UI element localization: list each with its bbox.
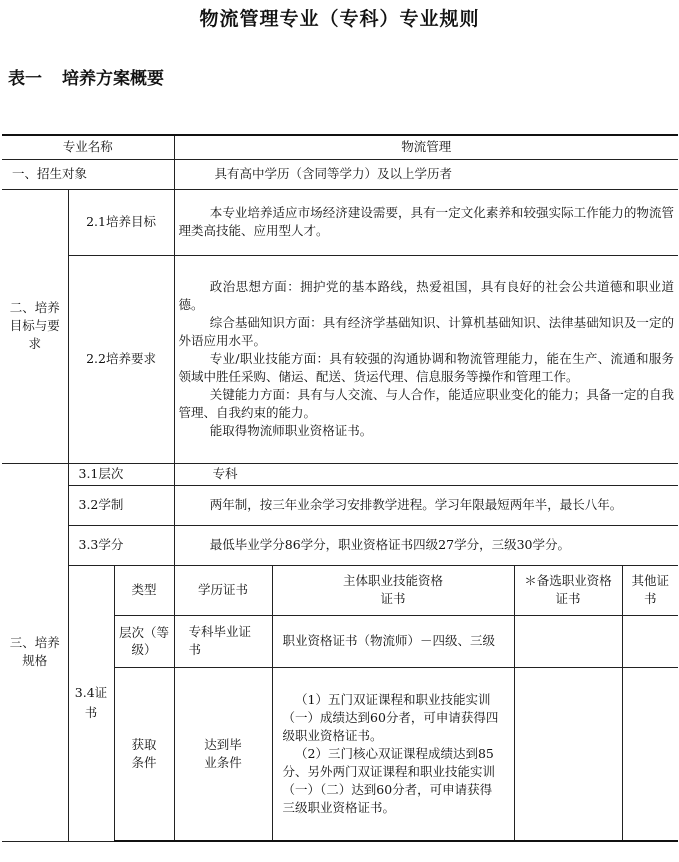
academic-level-value: 专科毕业证书 (174, 615, 272, 667)
system-row (2, 485, 678, 525)
certificates-label: 3.4证书 (68, 565, 114, 841)
objective-label: 2.1培养目标 (68, 189, 174, 255)
level-value: 专科 (174, 463, 678, 485)
requirement-item: 综合基础知识方面：具有经济学基础知识、计算机基础知识、法律基础知识及一定的外语应用水平。 (178, 315, 675, 348)
system-label: 3.2学制 (68, 485, 174, 525)
main-vocational-level-value: 职业资格证书（物流师）－四级、三级 (272, 615, 514, 667)
document-title: 物流管理专业（专科）专业规则 (199, 8, 480, 30)
objective-cell (174, 189, 678, 255)
main-vocational-condition-cell (272, 667, 514, 841)
objective-row (2, 189, 678, 255)
credits-cell (174, 525, 678, 565)
optional-vocational-level-value (514, 615, 622, 667)
system-cell (174, 485, 678, 525)
academic-condition-value: 达到毕业条件 (174, 667, 272, 841)
admission-value: 具有高中学历（含同等学力）及以上学历者 (174, 159, 678, 189)
level-row (2, 463, 678, 485)
header-major-name-label: 专业名称 (2, 135, 174, 159)
goals-section-label: 二、培养目标与要求 (2, 189, 68, 463)
col-academic-certificate: 学历证书 (174, 565, 272, 615)
col-main-vocational-certificate: 主体职业技能资格证书 (272, 565, 514, 615)
optional-vocational-condition-value (514, 667, 622, 841)
requirement-item: 政治思想方面：拥护党的基本路线，热爱祖国，具有良好的社会公共道德和职业道德。 (178, 279, 675, 312)
credits-value: 最低毕业学分86学分，职业资格证书四级27学分，三级30学分。 (209, 537, 570, 552)
system-value: 两年制，按三年业余学习安排教学进程。学习年限最短两年半，最长八年。 (209, 497, 623, 512)
requirement-item: 关键能力方面：具有与人交流、与人合作，能适应职业变化的能力；具备一定的自我管理、自我约束的能力。 (178, 387, 675, 420)
col-optional-vocational-certificate: ＊备选职业资格证书 (514, 565, 622, 615)
credits-row (2, 525, 678, 565)
col-other-certificate: 其他证书 (622, 565, 678, 615)
requirements-label: 2.2培养要求 (68, 255, 174, 463)
requirements-row (2, 255, 678, 463)
condition-item: （2）三门核心双证课程成绩达到85分、另外两门双证课程和职业技能实训（一）（二）达到60分者，可申请获得三级职业资格证书。 (282, 745, 496, 815)
certificate-type-row (2, 565, 678, 615)
program-overview-table (2, 134, 678, 842)
objective-text: 本专业培养适应市场经济建设需要，具有一定文化素养和较强实际工作能力的物流管理类高技能、应用型人才。 (178, 205, 675, 238)
row-label-type: 类型 (114, 565, 174, 615)
table-header-row (2, 135, 678, 159)
row-label-condition: 获取条件 (114, 667, 174, 841)
condition-item: （1）五门双证课程和职业技能实训（一）成绩达到60分者，可申请获得四级职业资格证书。 (282, 691, 499, 743)
requirement-item: 能取得物流师职业资格证书。 (209, 423, 373, 438)
level-label: 3.1层次 (68, 463, 174, 485)
admission-label: 一、招生对象 (2, 159, 174, 189)
table-caption (8, 64, 184, 89)
table-title: 培养方案概要 (62, 69, 164, 89)
requirements-cell (174, 255, 678, 463)
requirement-item: 专业/职业技能方面：具有较强的沟通协调和物流管理能力，能在生产、流通和服务领域中胜任采购、储运、配送、货运代理、信息服务等操作和管理工作。 (178, 351, 675, 384)
admission-row (2, 159, 678, 189)
other-level-value (622, 615, 678, 667)
other-condition-value (622, 667, 678, 841)
table-number: 表一 (8, 69, 42, 89)
specs-section-label: 三、培养规格 (2, 463, 68, 841)
row-label-level: 层次（等级） (114, 615, 174, 667)
credits-label: 3.3学分 (68, 525, 174, 565)
header-major-name-value: 物流管理 (174, 135, 678, 159)
